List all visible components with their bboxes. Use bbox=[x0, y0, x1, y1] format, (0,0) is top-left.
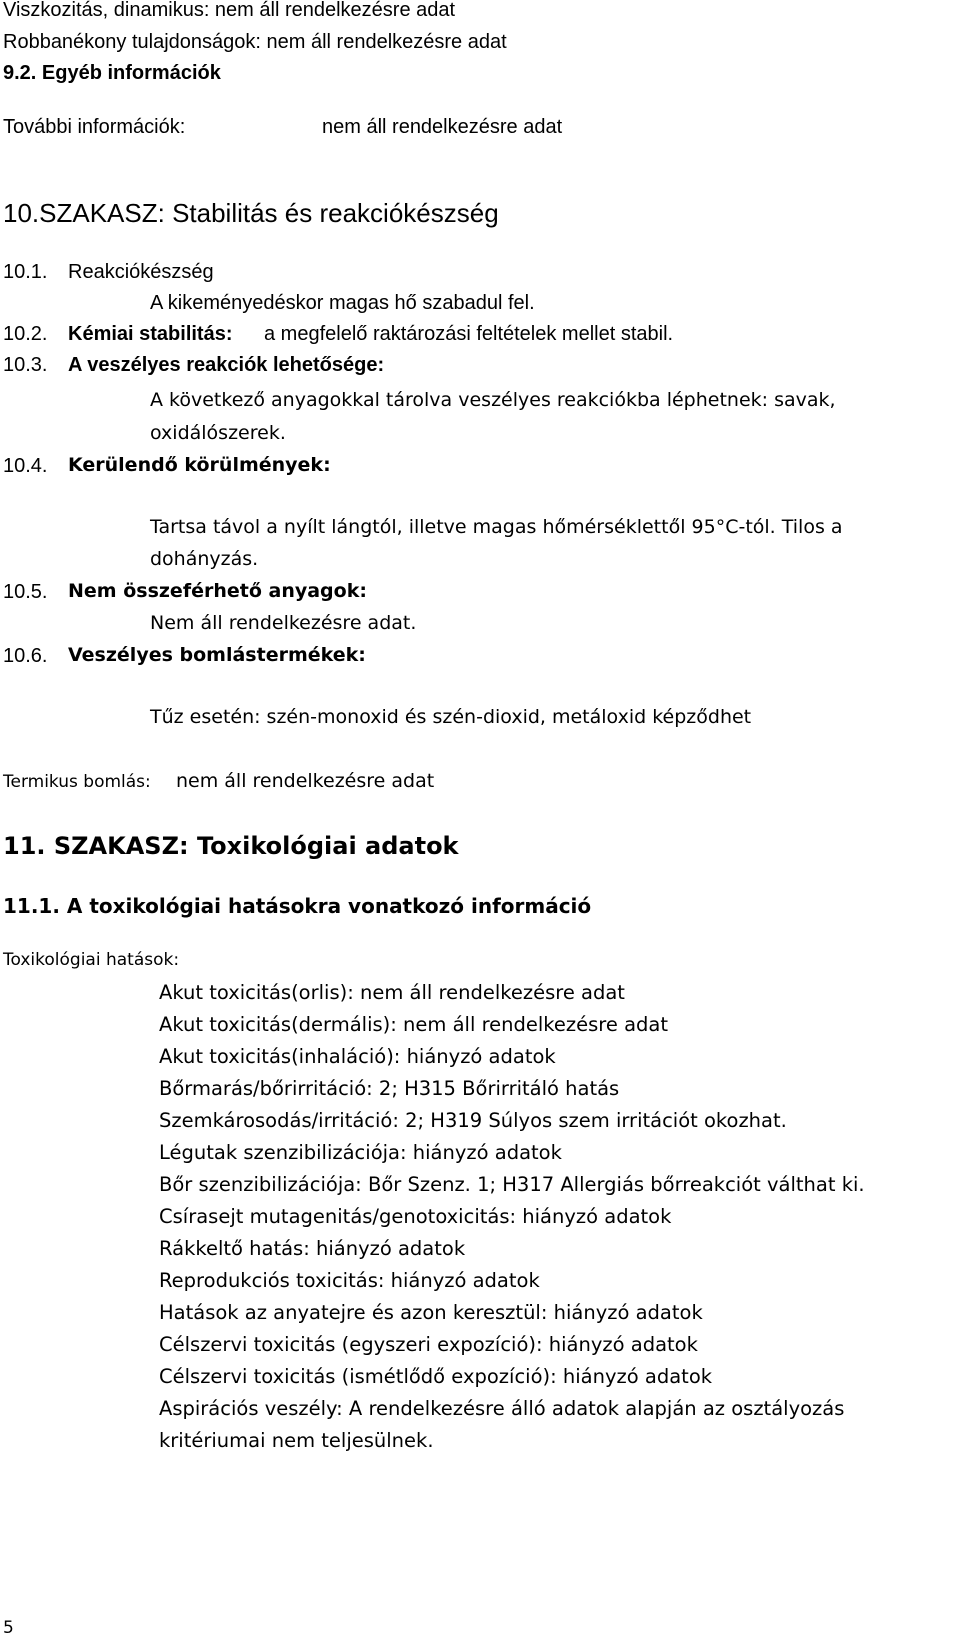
s10-3-text-1: A következő anyagokkal tárolva veszélyes reakciókba léphetnek: savak, bbox=[150, 389, 836, 411]
subsection-11-1: 11.1. A toxikológiai hatásokra vonatkozó információ bbox=[3, 894, 592, 918]
list-item: Aspirációs veszély: A rendelkezésre álló adatok alapján az osztályozás bbox=[159, 1397, 845, 1420]
s10-4-text-2: dohányzás. bbox=[150, 548, 259, 570]
list-item: Bőrmarás/bőrirritáció: 2; H315 Bőrirritáló hatás bbox=[159, 1077, 620, 1100]
list-item: Célszervi toxicitás (egyszeri expozíció): hiányzó adatok bbox=[159, 1333, 698, 1356]
further-info-label: További információk: bbox=[3, 116, 186, 138]
s10-3-title: A veszélyes reakciók lehetősége: bbox=[68, 354, 385, 376]
toxicological-effects-label: Toxikológiai hatások: bbox=[3, 950, 180, 970]
s10-6-text: Tűz esetén: szén-monoxid és szén-dioxid, metáloxid képződhet bbox=[150, 706, 752, 728]
thermal-decomposition-value: nem áll rendelkezésre adat bbox=[176, 770, 435, 792]
explosive-line: Robbanékony tulajdonságok: nem áll rendelkezésre adat bbox=[3, 31, 507, 53]
s10-4-number: 10.4. bbox=[3, 455, 48, 477]
list-item: Légutak szenzibilizációja: hiányzó adatok bbox=[159, 1141, 562, 1164]
further-info-value: nem áll rendelkezésre adat bbox=[322, 116, 563, 138]
list-item: kritériumai nem teljesülnek. bbox=[159, 1429, 434, 1452]
section-10-title: 10.SZAKASZ: Stabilitás és reakciókészség bbox=[3, 198, 499, 228]
viscosity-line: Viszkozitás, dinamikus: nem áll rendelkezésre adat bbox=[3, 0, 456, 21]
s10-2-title: Kémiai stabilitás: bbox=[68, 323, 233, 345]
list-item: Hatások az anyatejre és azon keresztül: hiányzó adatok bbox=[159, 1301, 703, 1324]
thermal-decomposition-label: Termikus bomlás: bbox=[3, 772, 151, 792]
s10-1-number: 10.1. bbox=[3, 261, 48, 283]
s10-5-title: Nem összeférhető anyagok: bbox=[68, 580, 367, 602]
s10-1-title: Reakciókészség bbox=[68, 261, 214, 283]
list-item: Reprodukciós toxicitás: hiányzó adatok bbox=[159, 1269, 540, 1292]
section-11-title: 11. SZAKASZ: Toxikológiai adatok bbox=[3, 832, 459, 860]
s10-6-number: 10.6. bbox=[3, 645, 48, 667]
list-item: Akut toxicitás(inhaláció): hiányzó adatok bbox=[159, 1045, 556, 1068]
list-item: Akut toxicitás(orlis): nem áll rendelkezésre adat bbox=[159, 981, 625, 1004]
s10-2-text: a megfelelő raktározási feltételek mellet stabil. bbox=[264, 323, 674, 345]
s10-5-text: Nem áll rendelkezésre adat. bbox=[150, 612, 417, 634]
subsection-9-2: 9.2. Egyéb információk bbox=[3, 62, 221, 84]
list-item: Csírasejt mutagenitás/genotoxicitás: hiányzó adatok bbox=[159, 1205, 672, 1228]
list-item: Szemkárosodás/irritáció: 2; H319 Súlyos szem irritációt okozhat. bbox=[159, 1109, 787, 1132]
s10-5-number: 10.5. bbox=[3, 581, 48, 603]
list-item: Célszervi toxicitás (ismétlődő expozíció): hiányzó adatok bbox=[159, 1365, 713, 1388]
s10-2-number: 10.2. bbox=[3, 323, 48, 345]
s10-4-title: Kerülendő körülmények: bbox=[68, 454, 331, 476]
s10-4-text-1: Tartsa távol a nyílt lángtól, illetve magas hőmérséklettől 95°C-tól. Tilos a bbox=[150, 516, 843, 538]
s10-3-number: 10.3. bbox=[3, 354, 48, 376]
s10-1-text: A kikeményedéskor magas hő szabadul fel. bbox=[150, 292, 535, 314]
page-number: 5 bbox=[3, 1618, 14, 1638]
list-item: Akut toxicitás(dermális): nem áll rendelkezésre adat bbox=[159, 1013, 668, 1036]
s10-3-text-2: oxidálószerek. bbox=[150, 422, 286, 444]
s10-6-title: Veszélyes bomlástermékek: bbox=[68, 644, 366, 666]
list-item: Rákkeltő hatás: hiányzó adatok bbox=[159, 1237, 466, 1260]
list-item: Bőr szenzibilizációja: Bőr Szenz. 1; H317 Allergiás bőrreakciót válthat ki. bbox=[159, 1173, 865, 1196]
